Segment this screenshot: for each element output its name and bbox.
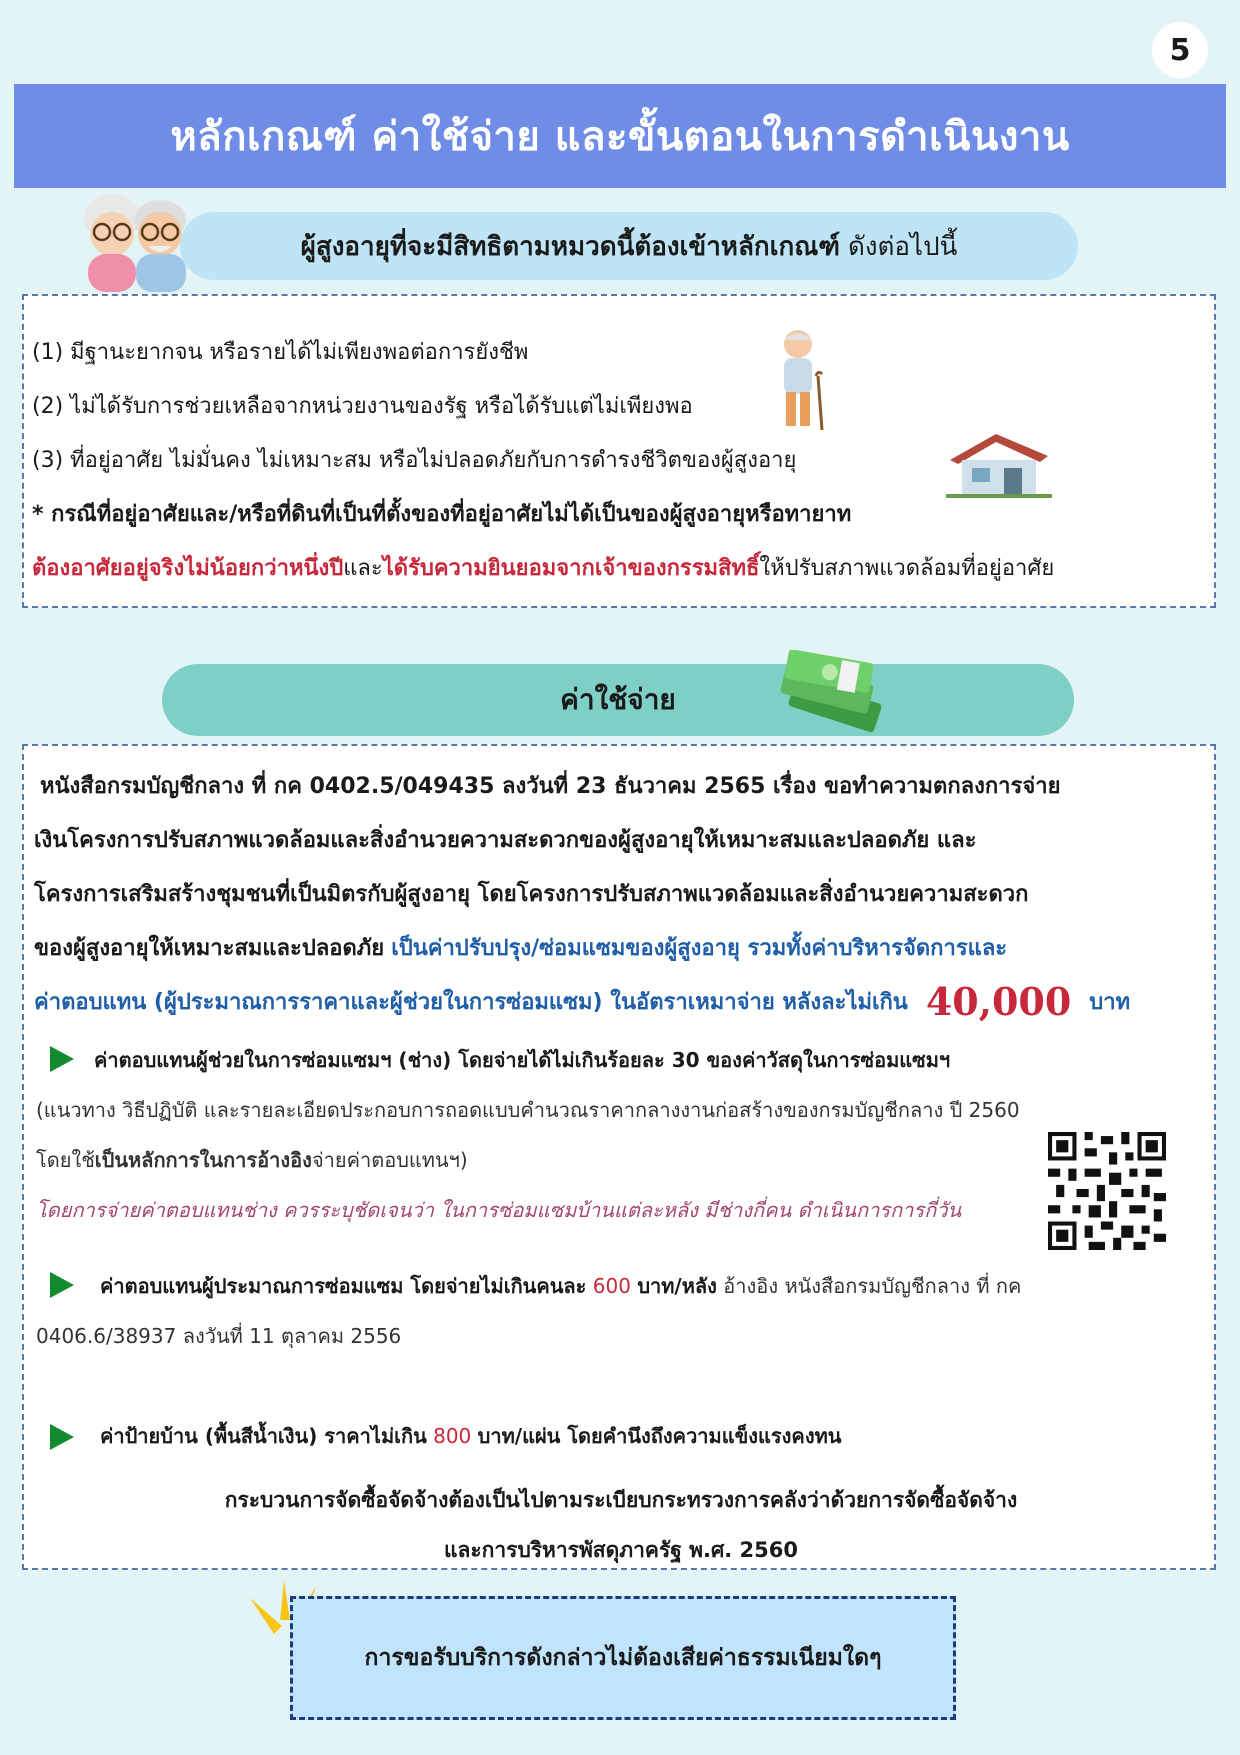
ref-2c: จ่ายค่าตอบแทนฯ) (311, 1148, 468, 1172)
bullet-3-a: ค่าป้ายบ้าน (พื้นสีน้ำเงิน) ราคาไม่เกิน (100, 1424, 427, 1448)
cost-para-line-5-text: ค่าตอบแทน (ผู้ประมาณการราคาและผู้ช่วยในการซ่อมแซม) ในอัตราเหมาจ่าย หลังละไม่เกิน (34, 989, 908, 1015)
cost-para-line-4 (34, 930, 1007, 965)
amount-unit: บาท (1089, 989, 1131, 1015)
criteria-heading-bold: ผู้สูงอายุที่จะมีสิทธิตามหมวดนี้ต้องเข้าหลักเกณฑ์ (300, 231, 840, 262)
criteria-heading (180, 212, 1078, 280)
no-fee-notice: การขอรับบริการดังกล่าวไม่ต้องเสียค่าธรรมเนียมใดๆ (290, 1596, 956, 1720)
ref-2b: เป็นหลักการในการอ้างอิง (94, 1148, 312, 1172)
note-connector: และ (343, 556, 383, 581)
max-amount: 40,000 (925, 978, 1072, 1024)
procurement-line-1: กระบวนการจัดซื้อจัดจ้างต้องเป็นไปตามระเบียบกระทรวงการคลังว่าด้วยการจัดซื้อจัดจ้าง (224, 1488, 1018, 1512)
bullet-1-ref-line-2 (36, 1144, 468, 1176)
bullet-1-italic-note: โดยการจ่ายค่าตอบแทนช่าง ควรระบุชัดเจนว่า ในการซ่อมแซมบ้านแต่ละหลัง มีช่างกี่คน ดำเนินการการกี่วัน (36, 1198, 962, 1222)
criteria-note-line-1: * กรณีที่อยู่อาศัยและ/หรือที่ดินที่เป็นที่ตั้งของที่อยู่อาศัยไม่ได้เป็นของผู้สูงอายุหรือทายาท (32, 502, 852, 527)
cost-box (22, 744, 1216, 1570)
elderly-man-cane-icon (772, 326, 832, 434)
bullet-1-title: ค่าตอบแทนผู้ช่วยในการซ่อมแซมฯ (ช่าง) โดยจ่ายได้ไม่เกินร้อยละ 30 ของค่าวัสดุในการซ่อมแซมฯ (94, 1048, 951, 1072)
note-condition-consent: ได้รับความยินยอมจากเจ้าของกรรมสิทธิ์ (382, 556, 760, 581)
criteria-item-1: (1) มีฐานะยากจน หรือรายได้ไม่เพียงพอต่อการยังชีพ (32, 340, 529, 365)
ref-2a: โดยใช้ (36, 1148, 95, 1172)
bullet-3-amount: 800 (433, 1424, 472, 1448)
criteria-note-line-2 (32, 550, 1054, 585)
bullet-2-b: บาท/หลัง (637, 1274, 717, 1298)
note-end: ให้ปรับสภาพแวดล้อมที่อยู่อาศัย (759, 556, 1055, 581)
page-number: 5 (1152, 22, 1208, 78)
cost-para-line-2: เงินโครงการปรับสภาพแวดล้อมและสิ่งอำนวยความสะดวกของผู้สูงอายุให้เหมาะสมและปลอดภัย และ (34, 828, 977, 853)
criteria-item-2: (2) ไม่ได้รับการช่วยเหลือจากหน่วยงานของรัฐ หรือได้รับแต่ไม่เพียงพอ (32, 394, 693, 419)
cost-para-line-4b: เป็นค่าปรับปรุง/ซ่อมแซมของผู้สูงอายุ รวมทั้งค่าบริหารจัดการและ (391, 936, 1008, 961)
procurement-line-2: และการบริหารพัสดุภาครัฐ พ.ศ. 2560 (443, 1538, 799, 1562)
note-condition-residence: ต้องอาศัยอยู่จริงไม่น้อยกว่าหนึ่งปี (32, 556, 344, 581)
bullet-arrow-1 (50, 1046, 74, 1072)
criteria-item-3: (3) ที่อยู่อาศัย ไม่มั่นคง ไม่เหมาะสม หรือไม่ปลอดภัยกับการดำรงชีวิตของผู้สูงอายุ (32, 448, 797, 473)
bullet-arrow-3 (50, 1424, 74, 1450)
bullet-1-ref-line-1: (แนวทาง วิธีปฏิบัติ และรายละเอียดประกอบการถอดแบบคำนวณราคากลางงานก่อสร้างของกรมบัญชีกลาง ปี 2560 (36, 1098, 1020, 1122)
bullet-2-a: ค่าตอบแทนผู้ประมาณการซ่อมแซม โดยจ่ายไม่เกินคนละ (100, 1274, 587, 1298)
cost-para-line-5 (34, 976, 1130, 1026)
old-house-icon (944, 430, 1054, 500)
cost-para-line-3: โครงการเสริมสร้างชุมชนที่เป็นมิตรกับผู้สูงอายุ โดยโครงการปรับสภาพแวดล้อมและสิ่งอำนวยความสะดวก (34, 882, 1029, 907)
page-title: หลักเกณฑ์ ค่าใช้จ่าย และขั้นตอนในการดำเนินงาน (14, 84, 1226, 188)
bullet-3-line (100, 1420, 841, 1452)
bullet-2-amount: 600 (592, 1274, 631, 1298)
cost-para-line-1: หนังสือกรมบัญชีกลาง ที่ กค 0402.5/049435 ลงวันที่ 23 ธันวาคม 2565 เรื่อง ขอทำความตกลงการจ่าย (40, 774, 1061, 799)
qr-code-icon[interactable] (1048, 1132, 1166, 1250)
bullet-2-line-1 (100, 1270, 1021, 1302)
bullet-2-c: อ้างอิง หนังสือกรมบัญชีกลาง ที่ กค (723, 1274, 1022, 1298)
money-stack-icon (776, 650, 894, 734)
bullet-3-b: บาท/แผ่น โดยคำนึงถึงความแข็งแรงคงทน (477, 1424, 842, 1448)
cost-para-line-4a: ของผู้สูงอายุให้เหมาะสมและปลอดภัย (34, 936, 385, 961)
bullet-2-line-2: 0406.6/38937 ลงวันที่ 11 ตุลาคม 2556 (36, 1324, 402, 1348)
cost-heading: ค่าใช้จ่าย (162, 664, 1074, 736)
bullet-arrow-2 (50, 1272, 74, 1298)
criteria-heading-rest: ดังต่อไปนี้ (847, 231, 958, 262)
